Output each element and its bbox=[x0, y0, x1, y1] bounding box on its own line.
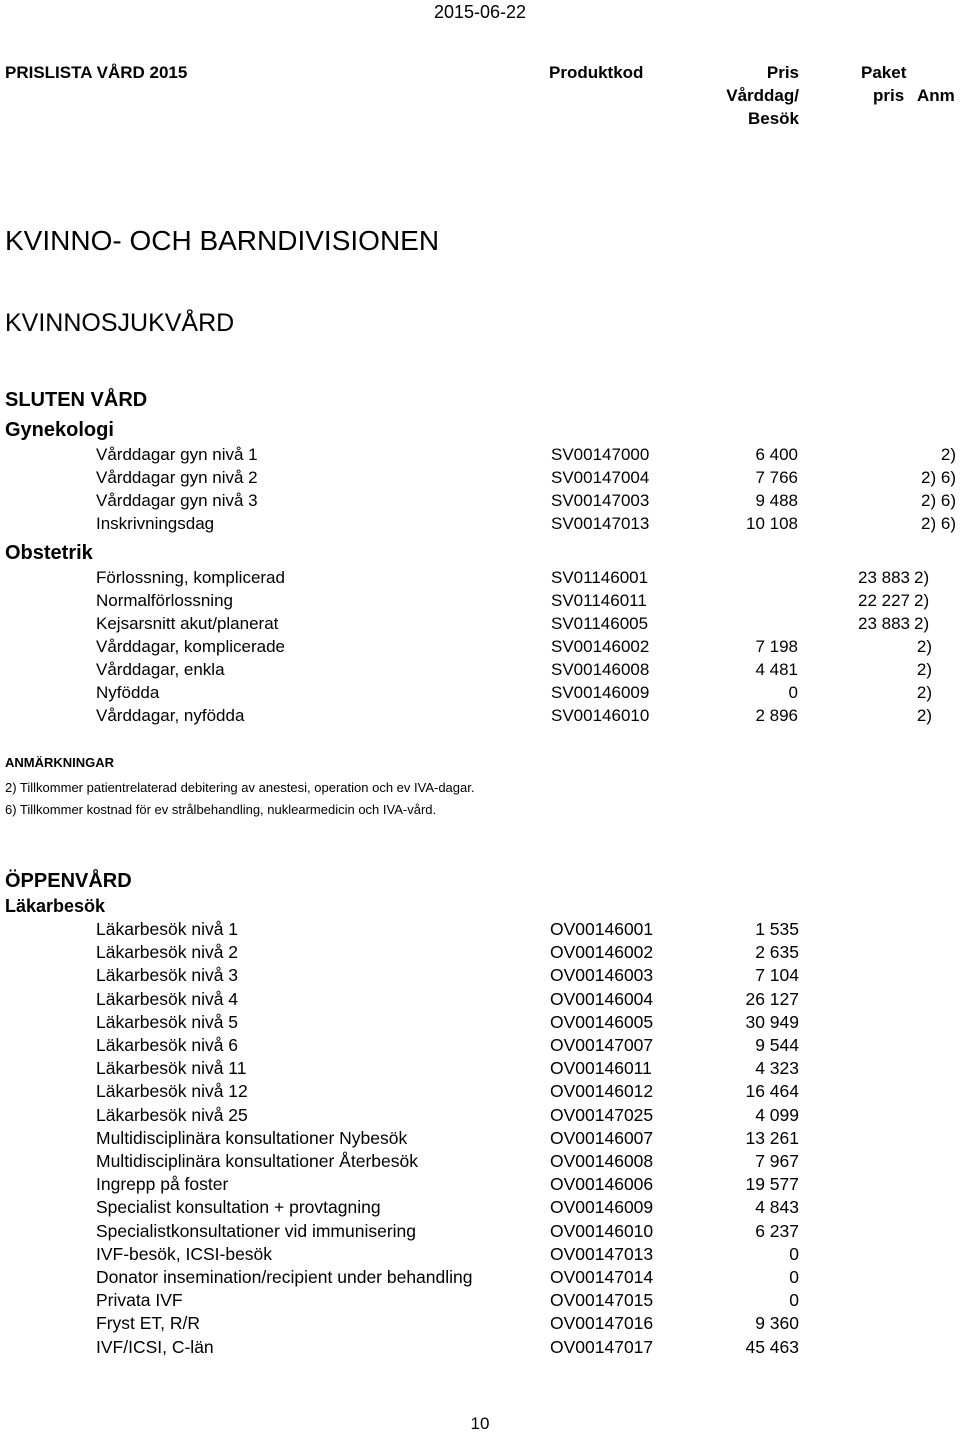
row-code: OV00147016 bbox=[550, 1313, 654, 1333]
row-code: OV00147007 bbox=[550, 1035, 654, 1055]
row-code: OV00147017 bbox=[550, 1337, 654, 1357]
row-name: Läkarbesök nivå 4 bbox=[96, 989, 239, 1009]
note-item: 2) Tillkommer patientrelaterad debitering av anestesi, operation och ev IVA-dagar. bbox=[5, 780, 475, 795]
row-name: Läkarbesök nivå 11 bbox=[96, 1058, 247, 1078]
row-paket: 22 227 bbox=[858, 591, 910, 610]
row-price: 0 bbox=[788, 683, 798, 702]
row-anm: 2) bbox=[914, 591, 930, 610]
row-name: Normalförlossning bbox=[96, 591, 233, 610]
row-code: SV01146011 bbox=[551, 591, 647, 610]
row-code: OV00146006 bbox=[550, 1174, 654, 1194]
row-code: SV01146005 bbox=[551, 614, 649, 633]
row-name: Förlossning, komplicerad bbox=[96, 568, 285, 587]
row-price: 0 bbox=[789, 1267, 799, 1287]
row-price: 9 488 bbox=[755, 491, 798, 510]
row-name: Vårddagar gyn nivå 1 bbox=[96, 445, 258, 464]
row-name: Läkarbesök nivå 1 bbox=[96, 919, 239, 939]
row-code: OV00146005 bbox=[550, 1012, 654, 1032]
price-list-title: PRISLISTA VÅRD 2015 bbox=[5, 63, 188, 82]
row-name: Fryst ET, R/R bbox=[96, 1313, 201, 1333]
row-code: OV00146012 bbox=[550, 1081, 654, 1101]
row-name: Läkarbesök nivå 3 bbox=[96, 965, 239, 985]
row-anm: 2) 6) bbox=[921, 468, 956, 487]
row-anm: 2) bbox=[916, 683, 932, 702]
row-name: Läkarbesök nivå 5 bbox=[96, 1012, 239, 1032]
row-name: Kejsarsnitt akut/planerat bbox=[96, 614, 279, 633]
row-paket: 23 883 bbox=[858, 568, 910, 587]
row-price: 16 464 bbox=[745, 1081, 799, 1101]
row-code: OV00146003 bbox=[550, 965, 654, 985]
row-code: SV00147000 bbox=[551, 445, 650, 464]
col-header-paket-2: pris bbox=[873, 86, 905, 105]
row-code: OV00146011 bbox=[550, 1058, 652, 1078]
row-code: OV00146009 bbox=[550, 1197, 654, 1217]
row-paket: 23 883 bbox=[858, 614, 910, 633]
row-code: SV00147004 bbox=[551, 468, 650, 487]
row-name: IVF-besök, ICSI-besök bbox=[96, 1244, 273, 1264]
col-header-pris-1: Pris bbox=[766, 63, 799, 82]
row-name: Vårddagar, enkla bbox=[96, 660, 225, 679]
division-title: KVINNO- OCH BARNDIVISIONEN bbox=[5, 225, 440, 256]
subsection-gynekologi: Gynekologi bbox=[5, 419, 114, 441]
row-name: Ingrepp på foster bbox=[96, 1174, 229, 1194]
col-header-pris-2: Vårddag/ bbox=[726, 86, 799, 105]
row-price: 30 949 bbox=[745, 1012, 799, 1032]
row-anm: 2) 6) bbox=[921, 491, 956, 510]
row-price: 45 463 bbox=[745, 1337, 799, 1357]
row-anm: 2) bbox=[916, 660, 932, 679]
row-anm: 2) bbox=[940, 445, 956, 464]
row-code: SV00146009 bbox=[551, 683, 650, 702]
row-code: SV00146010 bbox=[551, 706, 650, 725]
row-anm: 2) bbox=[914, 614, 930, 633]
row-code: OV00146007 bbox=[550, 1128, 654, 1148]
row-price: 4 843 bbox=[755, 1197, 799, 1217]
row-name: Multidisciplinära konsultationer Nybesök bbox=[96, 1128, 408, 1148]
subsection-obstetrik: Obstetrik bbox=[5, 542, 93, 564]
row-code: OV00146008 bbox=[550, 1151, 654, 1171]
row-price: 7 104 bbox=[755, 965, 799, 985]
col-header-paket-1: Paket bbox=[861, 63, 907, 82]
row-price: 2 896 bbox=[755, 706, 798, 725]
row-name: IVF/ICSI, C-län bbox=[96, 1337, 214, 1357]
row-name: Donator insemination/recipient under behandling bbox=[96, 1267, 473, 1287]
subsection-lakarbesok: Läkarbesök bbox=[5, 896, 106, 916]
row-code: SV01146001 bbox=[551, 568, 649, 587]
row-price: 1 535 bbox=[755, 919, 799, 939]
row-price: 0 bbox=[789, 1244, 799, 1264]
row-name: Inskrivningsdag bbox=[96, 514, 215, 533]
section-sluten-vard: SLUTEN VÅRD bbox=[5, 389, 148, 411]
row-price: 4 481 bbox=[755, 660, 798, 679]
row-code: OV00147025 bbox=[550, 1105, 654, 1125]
col-header-pris-3: Besök bbox=[747, 109, 799, 128]
row-code: OV00146001 bbox=[550, 919, 654, 939]
row-name: Läkarbesök nivå 25 bbox=[96, 1105, 248, 1125]
row-price: 0 bbox=[789, 1290, 799, 1310]
row-code: OV00147013 bbox=[550, 1244, 654, 1264]
row-price: 26 127 bbox=[745, 989, 799, 1009]
row-code: SV00147013 bbox=[551, 514, 650, 533]
row-price: 6 237 bbox=[755, 1221, 799, 1241]
row-anm: 2) bbox=[916, 706, 932, 725]
col-header-anm: Anm bbox=[917, 86, 955, 105]
row-price: 9 544 bbox=[755, 1035, 799, 1055]
row-anm: 2) bbox=[914, 568, 930, 587]
document-date: 2015-06-22 bbox=[433, 2, 527, 22]
col-header-produktkod: Produktkod bbox=[549, 63, 644, 82]
row-price: 9 360 bbox=[755, 1313, 799, 1333]
row-anm: 2) bbox=[916, 637, 932, 656]
row-name: Vårddagar, komplicerade bbox=[96, 637, 286, 656]
note-item: 6) Tillkommer kostnad för ev strålbehandling, nuklearmedicin och IVA-vård. bbox=[5, 802, 437, 817]
row-price: 19 577 bbox=[745, 1174, 799, 1194]
row-name: Specialistkonsultationer vid immunisering bbox=[96, 1221, 417, 1241]
row-name: Läkarbesök nivå 2 bbox=[96, 942, 239, 962]
row-name: Vårddagar gyn nivå 2 bbox=[96, 468, 258, 487]
row-code: OV00146004 bbox=[550, 989, 654, 1009]
row-name: Läkarbesök nivå 6 bbox=[96, 1035, 239, 1055]
row-code: OV00147015 bbox=[550, 1290, 654, 1310]
row-name: Nyfödda bbox=[96, 683, 160, 702]
row-name: Vårddagar gyn nivå 3 bbox=[96, 491, 258, 510]
row-price: 13 261 bbox=[745, 1128, 799, 1148]
department-title: KVINNOSJUKVÅRD bbox=[5, 309, 235, 337]
row-code: SV00147003 bbox=[551, 491, 650, 510]
row-name: Privata IVF bbox=[96, 1290, 183, 1310]
row-anm: 2) 6) bbox=[921, 514, 956, 533]
section-oppenvard: ÖPPENVÅRD bbox=[5, 870, 132, 892]
row-name: Vårddagar, nyfödda bbox=[96, 706, 245, 725]
row-name: Läkarbesök nivå 12 bbox=[96, 1081, 248, 1101]
row-name: Specialist konsultation + provtagning bbox=[96, 1197, 381, 1217]
row-code: SV00146002 bbox=[551, 637, 650, 656]
row-code: OV00146010 bbox=[550, 1221, 654, 1241]
notes-title: ANMÄRKNINGAR bbox=[5, 755, 115, 770]
row-price: 10 108 bbox=[746, 514, 798, 533]
row-price: 7 766 bbox=[755, 468, 798, 487]
row-price: 4 323 bbox=[755, 1058, 799, 1078]
row-code: OV00147014 bbox=[550, 1267, 654, 1287]
row-price: 7 198 bbox=[755, 637, 798, 656]
row-price: 4 099 bbox=[755, 1105, 799, 1125]
row-name: Multidisciplinära konsultationer Återbesök bbox=[96, 1151, 418, 1171]
row-price: 6 400 bbox=[755, 445, 798, 464]
row-price: 7 967 bbox=[755, 1151, 799, 1171]
page-number: 10 bbox=[470, 1414, 490, 1433]
row-code: OV00146002 bbox=[550, 942, 654, 962]
row-code: SV00146008 bbox=[551, 660, 650, 679]
row-price: 2 635 bbox=[755, 942, 799, 962]
